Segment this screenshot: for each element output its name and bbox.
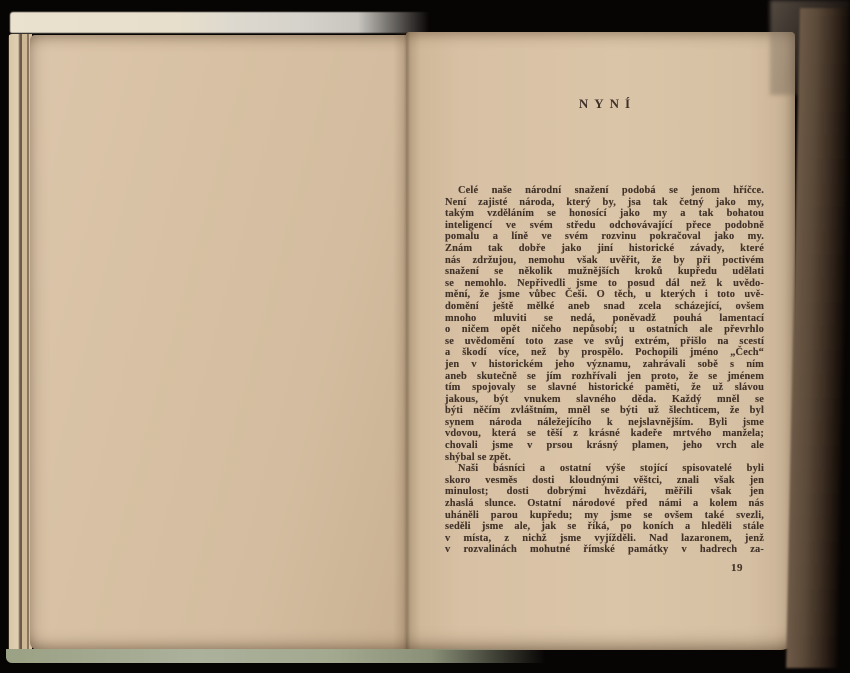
text-line: mění, že jsme vůbec Češi. O těch, u kterých i toto uvě- <box>445 289 764 301</box>
text-line: v místa, z nichž jsme vyjížděli. Nad lazaronem, jenž <box>445 532 764 544</box>
text-line: takým vzděláním se honosící jako my a tak bohatou <box>445 208 764 220</box>
text-line: zhaslá slunce. Ostatní národové před námi a kolem nás <box>445 498 764 510</box>
text-line: vdovou, která se těší z krásné kadeře mrtvého manžela; <box>445 428 764 440</box>
page-number: 19 <box>731 562 743 574</box>
chapter-title: NYNÍ <box>578 96 637 111</box>
text-line: domění ještě mělké aneb snad zcela scházející, ovšem <box>445 300 764 312</box>
text-line: býti něčím zvláštním, mněl se býti už šlechticem, že byl <box>445 405 764 417</box>
text-line: pomalu a líně ve svém rozvinu pokračoval jako my. <box>445 231 764 243</box>
text-line: synem národa náležejícího k nejslavnějším. Byli jsme <box>445 416 764 428</box>
paragraph-2 <box>445 463 764 556</box>
top-page-edges <box>10 12 434 33</box>
text-line: Není zajisté národa, který by, jsa tak četný jako my, <box>445 196 764 208</box>
text-line: Naši básníci a ostatní výše stojící spisovatelé byli <box>458 463 764 475</box>
text-line: tím spojovaly se slavné historické paměti, že už slávou <box>445 382 764 394</box>
text-line: shýbal se zpět. <box>445 451 512 463</box>
text-line: Znám tak dobře jako jiní historické závady, které <box>445 242 764 254</box>
text-line: jen v historickém jeho významu, zahrávali sobě s ním <box>445 358 764 370</box>
right-page <box>406 32 795 650</box>
bottom-cover-edge <box>6 649 551 663</box>
text-line: inteligencí ve svém středu odchovávající přece podobně <box>445 219 764 231</box>
text-line: uháněli parou kupředu; my jsme se ovšem také svezli, <box>445 509 764 521</box>
text-line: minulost; dosti dobrými hvězdáři, měřili však jen <box>445 486 764 498</box>
text-line: nás zdržujou, nemohu však uvěřit, že by při poctivém <box>445 254 764 266</box>
paragraph-1 <box>445 185 764 463</box>
body-text <box>445 185 764 575</box>
text-line: v rozvalinách mohutné římské památky v hadrech za- <box>445 544 764 556</box>
text-line: chovali jsme v prsou krásný plamen, jeho vrch ale <box>445 440 764 452</box>
text-line: se uvědomění toto zase ve svůj extrém, přišlo na scestí <box>445 335 764 347</box>
text-line: aneb skutečně se jím rozhřívali jen proto, že se jménem <box>445 370 764 382</box>
text-line: snažení se několik mužnějších kroků kupředu udělati <box>445 266 764 278</box>
left-page-edges <box>8 34 32 654</box>
text-line: o ničem opět ničeho nepůsobí; u ostatních ale převrhlo <box>445 324 764 336</box>
text-line: skoro vesměs dosti kloudnými věštci, znali však jen <box>445 474 764 486</box>
text-line: jakous, být vnukem slavného děda. Každý mněl se <box>445 393 764 405</box>
text-line: se nemohlo. Nepřivedli jsme to posud dál než k uvědo- <box>445 277 764 289</box>
text-line: mnoho mluviti se nedá, poněvadž pouhá lamentací <box>445 312 764 324</box>
text-line: a škodí více, než by prospělo. Pochopili jméno „Čech“ <box>445 347 764 359</box>
text-line: seděli jsme ale, jak se říká, po koních a hleděli stále <box>445 521 764 533</box>
right-fore-edge <box>786 8 850 668</box>
left-page-blank <box>30 35 407 650</box>
text-line: Celé naše národní snažení podobá se jenom hříčce. <box>458 185 764 196</box>
